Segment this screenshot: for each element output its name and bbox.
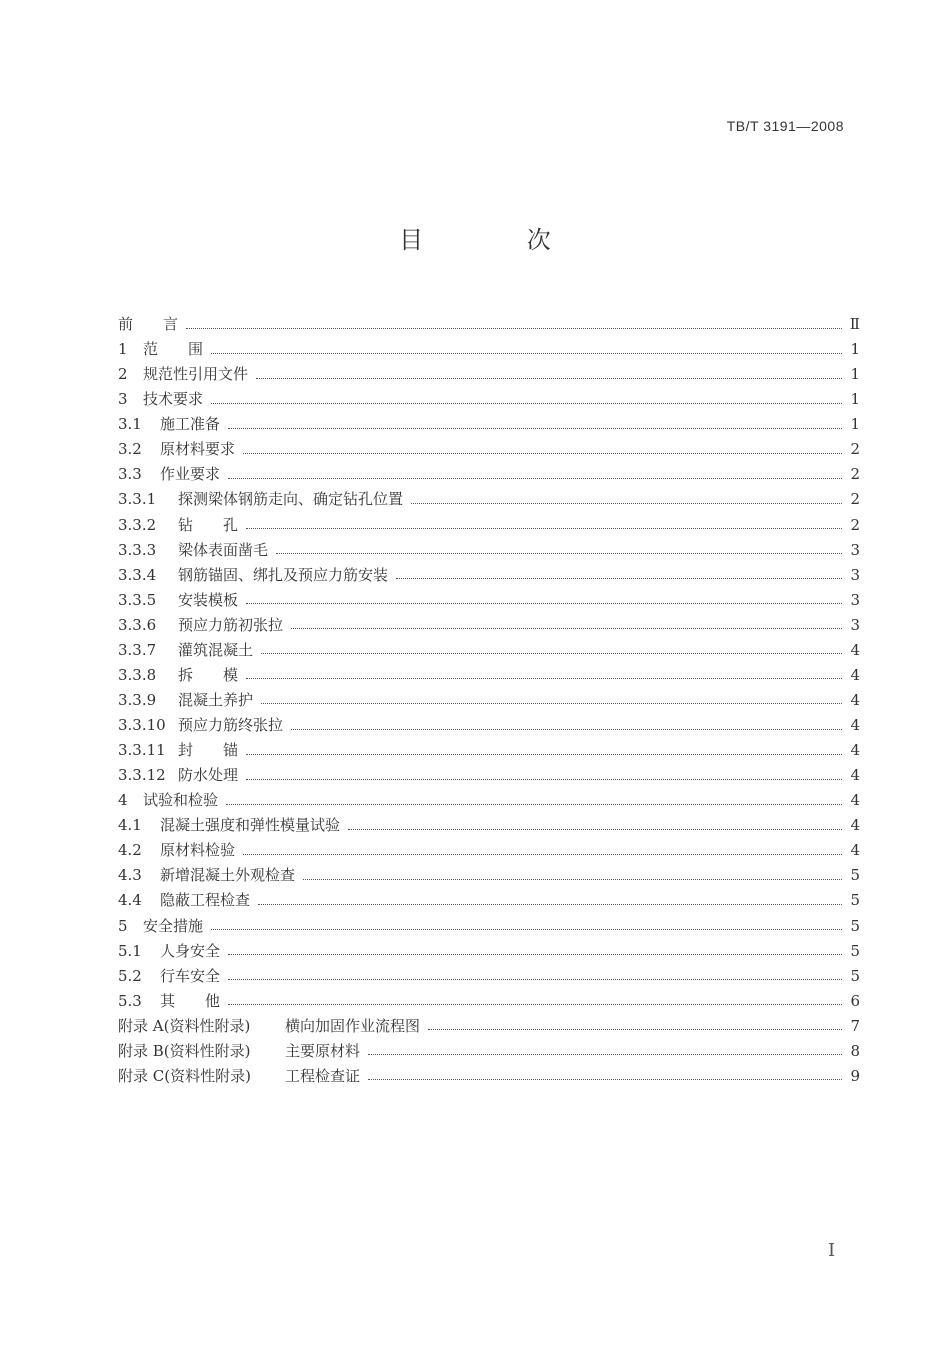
- toc-entry-number: 5.2: [118, 966, 142, 985]
- toc-entry-label: 其 他: [160, 991, 221, 1010]
- toc-entry-page: 5: [850, 916, 860, 935]
- toc-entry-label: 探测梁体钢筋走向、确定钻孔位置: [178, 490, 404, 509]
- toc-entry[interactable]: [118, 487, 860, 512]
- toc-entry[interactable]: [118, 1064, 860, 1089]
- toc-entry[interactable]: [118, 563, 860, 588]
- toc-entry[interactable]: [118, 838, 860, 863]
- toc-entry-page: 4: [850, 841, 860, 860]
- toc-entry-number: 5.1: [118, 941, 142, 960]
- toc-entry[interactable]: [118, 337, 860, 362]
- toc-entry[interactable]: [118, 989, 860, 1014]
- toc-entry-label: 灌筑混凝土: [178, 640, 254, 659]
- toc-entry-label: 隐蔽工程检查: [160, 891, 251, 910]
- toc-entry[interactable]: [118, 387, 860, 412]
- toc-entry[interactable]: [118, 888, 860, 913]
- toc-entry[interactable]: [118, 412, 860, 437]
- toc-entry-label: 钻 孔: [178, 515, 239, 534]
- toc-entry-number: 附录 C(资料性附录): [118, 1066, 251, 1085]
- toc-entry-page: 2: [850, 515, 860, 534]
- dot-leader: [243, 452, 842, 454]
- toc-entry-page: 4: [850, 665, 860, 684]
- toc-entry[interactable]: [118, 763, 860, 788]
- dot-leader: [228, 978, 842, 980]
- page-number: I: [828, 1240, 836, 1261]
- dot-leader: [411, 502, 842, 504]
- dot-leader: [291, 627, 842, 629]
- dot-leader: [243, 853, 842, 855]
- dot-leader: [246, 602, 842, 604]
- table-of-contents: [118, 312, 860, 1089]
- toc-entry-label: 原材料检验: [160, 841, 236, 860]
- toc-entry-label: 新增混凝土外观检查: [160, 866, 296, 885]
- toc-entry-number: 3.3.6: [118, 615, 157, 634]
- toc-entry-label: 试验和检验: [143, 791, 219, 810]
- toc-entry-label: 施工准备: [160, 415, 221, 434]
- toc-entry-label: 规范性引用文件: [143, 365, 249, 384]
- toc-entry-page: 4: [850, 640, 860, 659]
- toc-entry-number: 3.3.3: [118, 540, 157, 559]
- toc-entry-number: 4.3: [118, 866, 142, 885]
- toc-entry[interactable]: [118, 638, 860, 663]
- toc-entry-label: 人身安全: [160, 941, 221, 960]
- toc-entry[interactable]: [118, 863, 860, 888]
- dot-leader: [428, 1028, 842, 1030]
- toc-entry-page: 7: [850, 1016, 860, 1035]
- toc-entry-label: 前 言: [118, 315, 179, 333]
- toc-entry-label: 原材料要求: [160, 440, 236, 459]
- dot-leader: [228, 427, 842, 429]
- dot-leader: [291, 728, 842, 730]
- toc-entry[interactable]: [118, 813, 860, 838]
- toc-entry-number: 4: [118, 791, 128, 810]
- toc-entry-page: 3: [850, 615, 860, 634]
- toc-entry-label: 范 围: [143, 340, 204, 359]
- page-title: 目 次: [399, 226, 599, 254]
- toc-entry-page: 2: [850, 490, 860, 509]
- toc-entry[interactable]: [118, 588, 860, 613]
- dot-leader: [261, 702, 842, 704]
- toc-entry-number: 3.3.4: [118, 565, 157, 584]
- toc-entry-page: 1: [850, 415, 860, 434]
- dot-leader: [261, 652, 842, 654]
- toc-entry-number: 3.3.5: [118, 590, 157, 609]
- dot-leader: [368, 1078, 842, 1080]
- toc-entry-number: 3: [118, 390, 128, 409]
- toc-entry-number: 3.2: [118, 440, 142, 459]
- toc-entry-page: 4: [850, 816, 860, 835]
- toc-entry-number: 附录 A(资料性附录): [118, 1016, 251, 1035]
- dot-leader: [226, 803, 842, 805]
- toc-entry-label: 混凝土养护: [178, 690, 254, 709]
- toc-entry[interactable]: [118, 613, 860, 638]
- toc-entry-label: 封 锚: [178, 741, 239, 760]
- toc-entry-page: 5: [850, 866, 860, 885]
- toc-entry-number: 3.3.9: [118, 690, 157, 709]
- toc-entry-number: 4.1: [118, 816, 142, 835]
- toc-entry-number: 4.2: [118, 841, 142, 860]
- toc-entry-page: 4: [850, 690, 860, 709]
- toc-entry-page: 3: [850, 565, 860, 584]
- toc-entry-label: 安全措施: [143, 916, 204, 935]
- toc-entry-label: 工程检查证: [285, 1066, 361, 1085]
- toc-entry-number: 3.3.10: [118, 716, 166, 734]
- toc-entry[interactable]: [118, 437, 860, 462]
- toc-entry-number: 2: [118, 365, 128, 384]
- dot-leader: [246, 753, 842, 755]
- toc-entry-page: 4: [850, 716, 860, 734]
- toc-entry[interactable]: [118, 312, 860, 337]
- toc-entry-page: 1: [850, 340, 860, 359]
- toc-entry[interactable]: [118, 1014, 860, 1039]
- toc-entry[interactable]: [118, 462, 860, 487]
- dot-leader: [276, 552, 842, 554]
- toc-entry-page: 8: [850, 1041, 860, 1060]
- toc-entry-label: 梁体表面凿毛: [178, 540, 269, 559]
- standard-code: TB/T 3191—2008: [726, 118, 844, 134]
- toc-entry-page: 1: [850, 390, 860, 409]
- dot-leader: [396, 577, 842, 579]
- toc-entry-page: 2: [850, 465, 860, 484]
- toc-entry-label: 横向加固作业流程图: [285, 1016, 421, 1035]
- toc-entry-page: 4: [850, 741, 860, 760]
- dot-leader: [246, 778, 842, 780]
- toc-entry[interactable]: [118, 914, 860, 939]
- toc-entry-label: 行车安全: [160, 966, 221, 985]
- dot-leader: [368, 1053, 842, 1055]
- toc-entry[interactable]: [118, 663, 860, 688]
- dot-leader: [246, 677, 842, 679]
- dot-leader: [228, 477, 842, 479]
- toc-entry[interactable]: [118, 939, 860, 964]
- toc-entry-page: 3: [850, 540, 860, 559]
- toc-entry-number: 3.3.11: [118, 741, 166, 760]
- dot-leader: [211, 402, 842, 404]
- toc-entry[interactable]: [118, 688, 860, 713]
- toc-entry-page: 9: [850, 1066, 860, 1085]
- toc-entry-number: 3.3.12: [118, 766, 166, 785]
- toc-entry-page: 5: [850, 891, 860, 910]
- toc-entry-label: 作业要求: [160, 465, 221, 484]
- dot-leader: [258, 903, 842, 905]
- dot-leader: [211, 352, 842, 354]
- toc-entry[interactable]: [118, 738, 860, 763]
- toc-entry-page: 1: [850, 365, 860, 384]
- toc-entry-page: Ⅱ: [849, 315, 860, 333]
- toc-entry-number: 3.3.2: [118, 515, 157, 534]
- toc-entry-label: 预应力筋终张拉: [178, 716, 284, 734]
- toc-entry-page: 4: [850, 766, 860, 785]
- toc-entry-label: 混凝土强度和弹性模量试验: [160, 816, 341, 835]
- dot-leader: [348, 828, 842, 830]
- toc-entry-number: 3.3: [118, 465, 142, 484]
- toc-entry[interactable]: [118, 362, 860, 387]
- toc-entry-page: 6: [850, 991, 860, 1010]
- toc-entry-number: 5: [118, 916, 128, 935]
- toc-entry[interactable]: [118, 538, 860, 563]
- dot-leader: [246, 527, 842, 529]
- toc-entry-number: 3.3.1: [118, 490, 157, 509]
- toc-entry-number: 1: [118, 340, 128, 359]
- toc-entry-number: 3.1: [118, 415, 142, 434]
- toc-entry-number: 3.3.7: [118, 640, 157, 659]
- toc-entry[interactable]: [118, 713, 860, 738]
- toc-entry-number: 附录 B(资料性附录): [118, 1041, 251, 1060]
- toc-entry[interactable]: [118, 964, 860, 989]
- toc-entry-label: 安装模板: [178, 590, 239, 609]
- toc-entry-label: 钢筋锚固、绑扎及预应力筋安装: [178, 565, 389, 584]
- toc-entry-number: 5.3: [118, 991, 142, 1010]
- toc-entry-page: 5: [850, 966, 860, 985]
- dot-leader: [211, 928, 842, 930]
- toc-entry[interactable]: [118, 1039, 860, 1064]
- toc-entry-label: 防水处理: [178, 766, 239, 785]
- toc-entry-page: 5: [850, 941, 860, 960]
- dot-leader: [228, 1003, 842, 1005]
- toc-entry-label: 预应力筋初张拉: [178, 615, 284, 634]
- toc-entry-page: 3: [850, 590, 860, 609]
- toc-entry-label: 技术要求: [143, 390, 204, 409]
- toc-entry-label: 拆 模: [178, 665, 239, 684]
- dot-leader: [256, 377, 842, 379]
- dot-leader: [303, 878, 842, 880]
- toc-entry-number: 4.4: [118, 891, 142, 910]
- toc-entry-page: 2: [850, 440, 860, 459]
- dot-leader: [186, 327, 842, 329]
- toc-entry-label: 主要原材料: [285, 1041, 361, 1060]
- toc-entry-number: 3.3.8: [118, 665, 157, 684]
- toc-entry-page: 4: [850, 791, 860, 810]
- dot-leader: [228, 953, 842, 955]
- toc-entry[interactable]: [118, 513, 860, 538]
- toc-entry[interactable]: [118, 788, 860, 813]
